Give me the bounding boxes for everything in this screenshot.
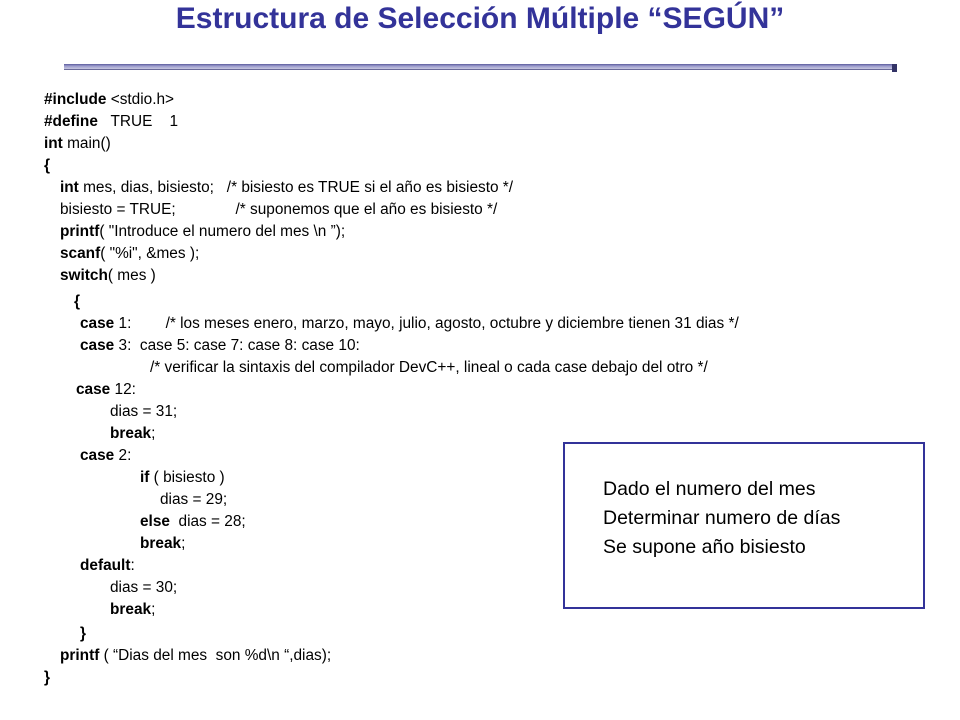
- code-line-switch-open-brace: {: [74, 293, 80, 310]
- code-line-dias-29: dias = 29;: [160, 491, 228, 508]
- code-line-default: default:: [80, 557, 135, 574]
- code-line-close-brace: }: [44, 669, 50, 686]
- code-line-bisiesto-assign: bisiesto = TRUE; /* suponemos que el año es bisiesto */: [60, 201, 498, 218]
- code-line-scanf: scanf( "%i", &mes );: [60, 245, 200, 262]
- code-line-break-1: break;: [110, 425, 156, 442]
- code-line-comment-devcpp: /* verificar la sintaxis del compilador DevC++, lineal o cada case debajo del otro */: [150, 359, 708, 376]
- code-line-printf-result: printf ( “Dias del mes son %d\n “,dias);: [60, 647, 332, 664]
- code-line-break-2: break;: [140, 535, 186, 552]
- code-line-else-dias-28: else dias = 28;: [140, 513, 246, 530]
- code-line-dias-31: dias = 31;: [110, 403, 178, 420]
- code-line-if-bisiesto: if ( bisiesto ): [140, 469, 225, 486]
- code-line-main: int main(): [44, 135, 111, 152]
- problem-statement-box: [563, 442, 925, 609]
- title-underline-cap: [892, 64, 897, 72]
- code-line-case-12: case 12:: [76, 381, 136, 398]
- note-line-2: Determinar numero de días: [603, 507, 841, 529]
- code-line-switch: switch( mes ): [60, 267, 156, 284]
- code-line-case-2: case 2:: [80, 447, 132, 464]
- code-line-define: #define TRUE 1: [44, 113, 178, 130]
- code-line-case-1: case 1: /* los meses enero, marzo, mayo, julio, agosto, octubre y diciembre tienen 31 dias */: [80, 315, 739, 332]
- title-underline: [64, 64, 896, 70]
- code-line-dias-30: dias = 30;: [110, 579, 178, 596]
- code-line-switch-close-brace: }: [80, 625, 86, 642]
- note-line-1: Dado el numero del mes: [603, 478, 816, 500]
- code-line-case-3-10: case 3: case 5: case 7: case 8: case 10:: [80, 337, 360, 354]
- code-line-break-3: break;: [110, 601, 156, 618]
- code-line-printf-prompt: printf( "Introduce el numero del mes \n ”);: [60, 223, 346, 240]
- code-line-include: #include <stdio.h>: [44, 91, 175, 108]
- code-line-open-brace: {: [44, 157, 50, 174]
- slide-title: Estructura de Selección Múltiple “SEGÚN”: [175, 2, 785, 35]
- note-line-3: Se supone año bisiesto: [603, 536, 806, 558]
- code-line-declarations: int mes, dias, bisiesto; /* bisiesto es TRUE si el año es bisiesto */: [60, 179, 514, 196]
